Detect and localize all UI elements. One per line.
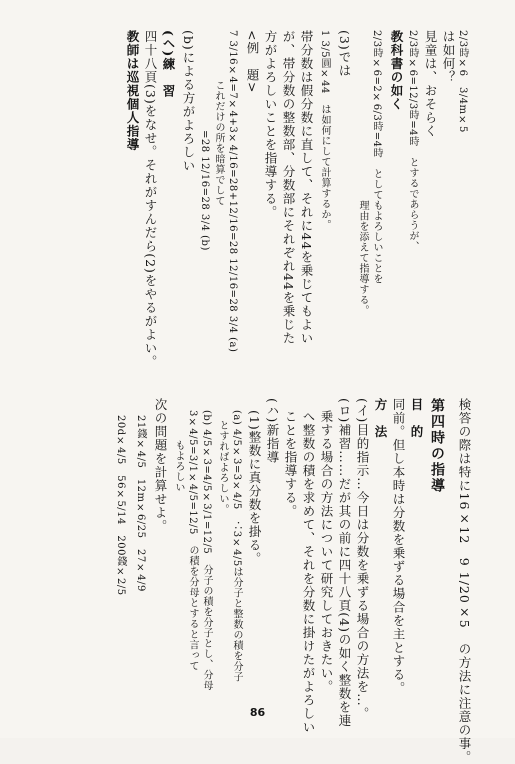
page-number: 86 [249, 706, 266, 719]
exercise-row-2: 20d×4/5 56×5/14 200錢×2/5 [115, 415, 126, 596]
case3-line1: 帯分数は假分数に直して、それに44を乗じてもよい [299, 30, 314, 345]
example-line3: =28 12/16=28 3/4 (b) [199, 130, 210, 251]
item-ro-line4: ことを指導する。 [283, 410, 298, 518]
case3-question: 1 3/5圓×44 は如何にして計算するか。 [319, 30, 330, 231]
left-intro-textbook: 教科書の如く [389, 30, 404, 111]
goal-text: 同前。但し本時は分数を乗ずる場合を主とする。 [391, 398, 406, 695]
left-intro-reason: 理由を添えて指導する。 [357, 200, 368, 316]
item-ro-line1: (ロ)補習……だが其の前に四十八頁(4)の如く整数を連 [337, 398, 352, 728]
example-line2: これだけの所を暗算でして [213, 80, 224, 206]
practice-line2: 教師は巡視個人指導 [125, 30, 140, 152]
exercise-intro: 次の問題を計算せよ。 [153, 398, 168, 533]
left-intro-q: は如何？ [441, 30, 456, 84]
item-ro-line2: 乗する場合の方法について研究しておきたい。 [319, 410, 334, 694]
note-b: (b)による方がよろしい [181, 30, 196, 173]
item-ha: (ハ)新指導 [265, 398, 280, 464]
item-ha-b: (b) 4/5×3=4/5×3/1=12/5 分子の積を分子とし、分母 [201, 410, 212, 691]
item-ha-a: (a) 4/5×3=3×4/5 ∴3×4/5は分子と整数の積を分子 [231, 410, 242, 683]
goal-label: 目 的 [409, 398, 424, 439]
method-label: 方 法 [373, 398, 388, 439]
left-intro-expr: 2/3時×6 3/4m×5 [457, 30, 468, 133]
case3-line2: が、帯分数の整数部、分数部にそれぞれ44を乗じた [281, 30, 296, 345]
practice-line1: 四十八頁(3)をなせ。それがすんだら(2)をやるがよい。 [143, 30, 158, 369]
item-ha-a-cont: とすればよろしい。 [217, 420, 228, 515]
practice-label: (ヘ)練 習 [161, 30, 176, 98]
exercise-row-1: 21錢×4/5 12m×6/25 27×4/9 [135, 415, 146, 592]
example-line1: 7 3/16×4=7×4+3×4/16=28+12/16=28 12/16=28 3/4 (a) [227, 30, 238, 353]
left-intro-child: 見童は、おそらく [423, 30, 438, 138]
section-heading: 第四時の指導 [429, 398, 445, 494]
intro-text: 検答の際は特に16×12 9 1/20×5 の方法に注意の事。 [457, 398, 472, 764]
item-ro-line3: へ整数の積を求めて、それを分数に掛けたがよろしい [301, 410, 316, 734]
item-i: (イ)目的指示…今日は分数を乗ずる場合の方法を…。 [355, 398, 370, 721]
item-ha-1: (1)整数に真分数を掛る。 [247, 410, 262, 566]
left-intro-calc: 2/3時×6=12/3時=4時 とするであらうが、 [407, 30, 418, 252]
case3-label: (3)では [337, 30, 352, 78]
example-label: <例 題> [245, 30, 260, 94]
item-ha-b-cont: 3×4/5=3/1×4/5=12/5 の積を分母とすると言って [187, 410, 198, 672]
case3-line3: 方がよろしいことを指導する。 [263, 30, 278, 219]
left-intro-calc2: 2/3時×6=2×6/3時=4時 としてもよろしいことを [371, 30, 382, 285]
item-ha-b-end: もよろしい [173, 440, 184, 493]
